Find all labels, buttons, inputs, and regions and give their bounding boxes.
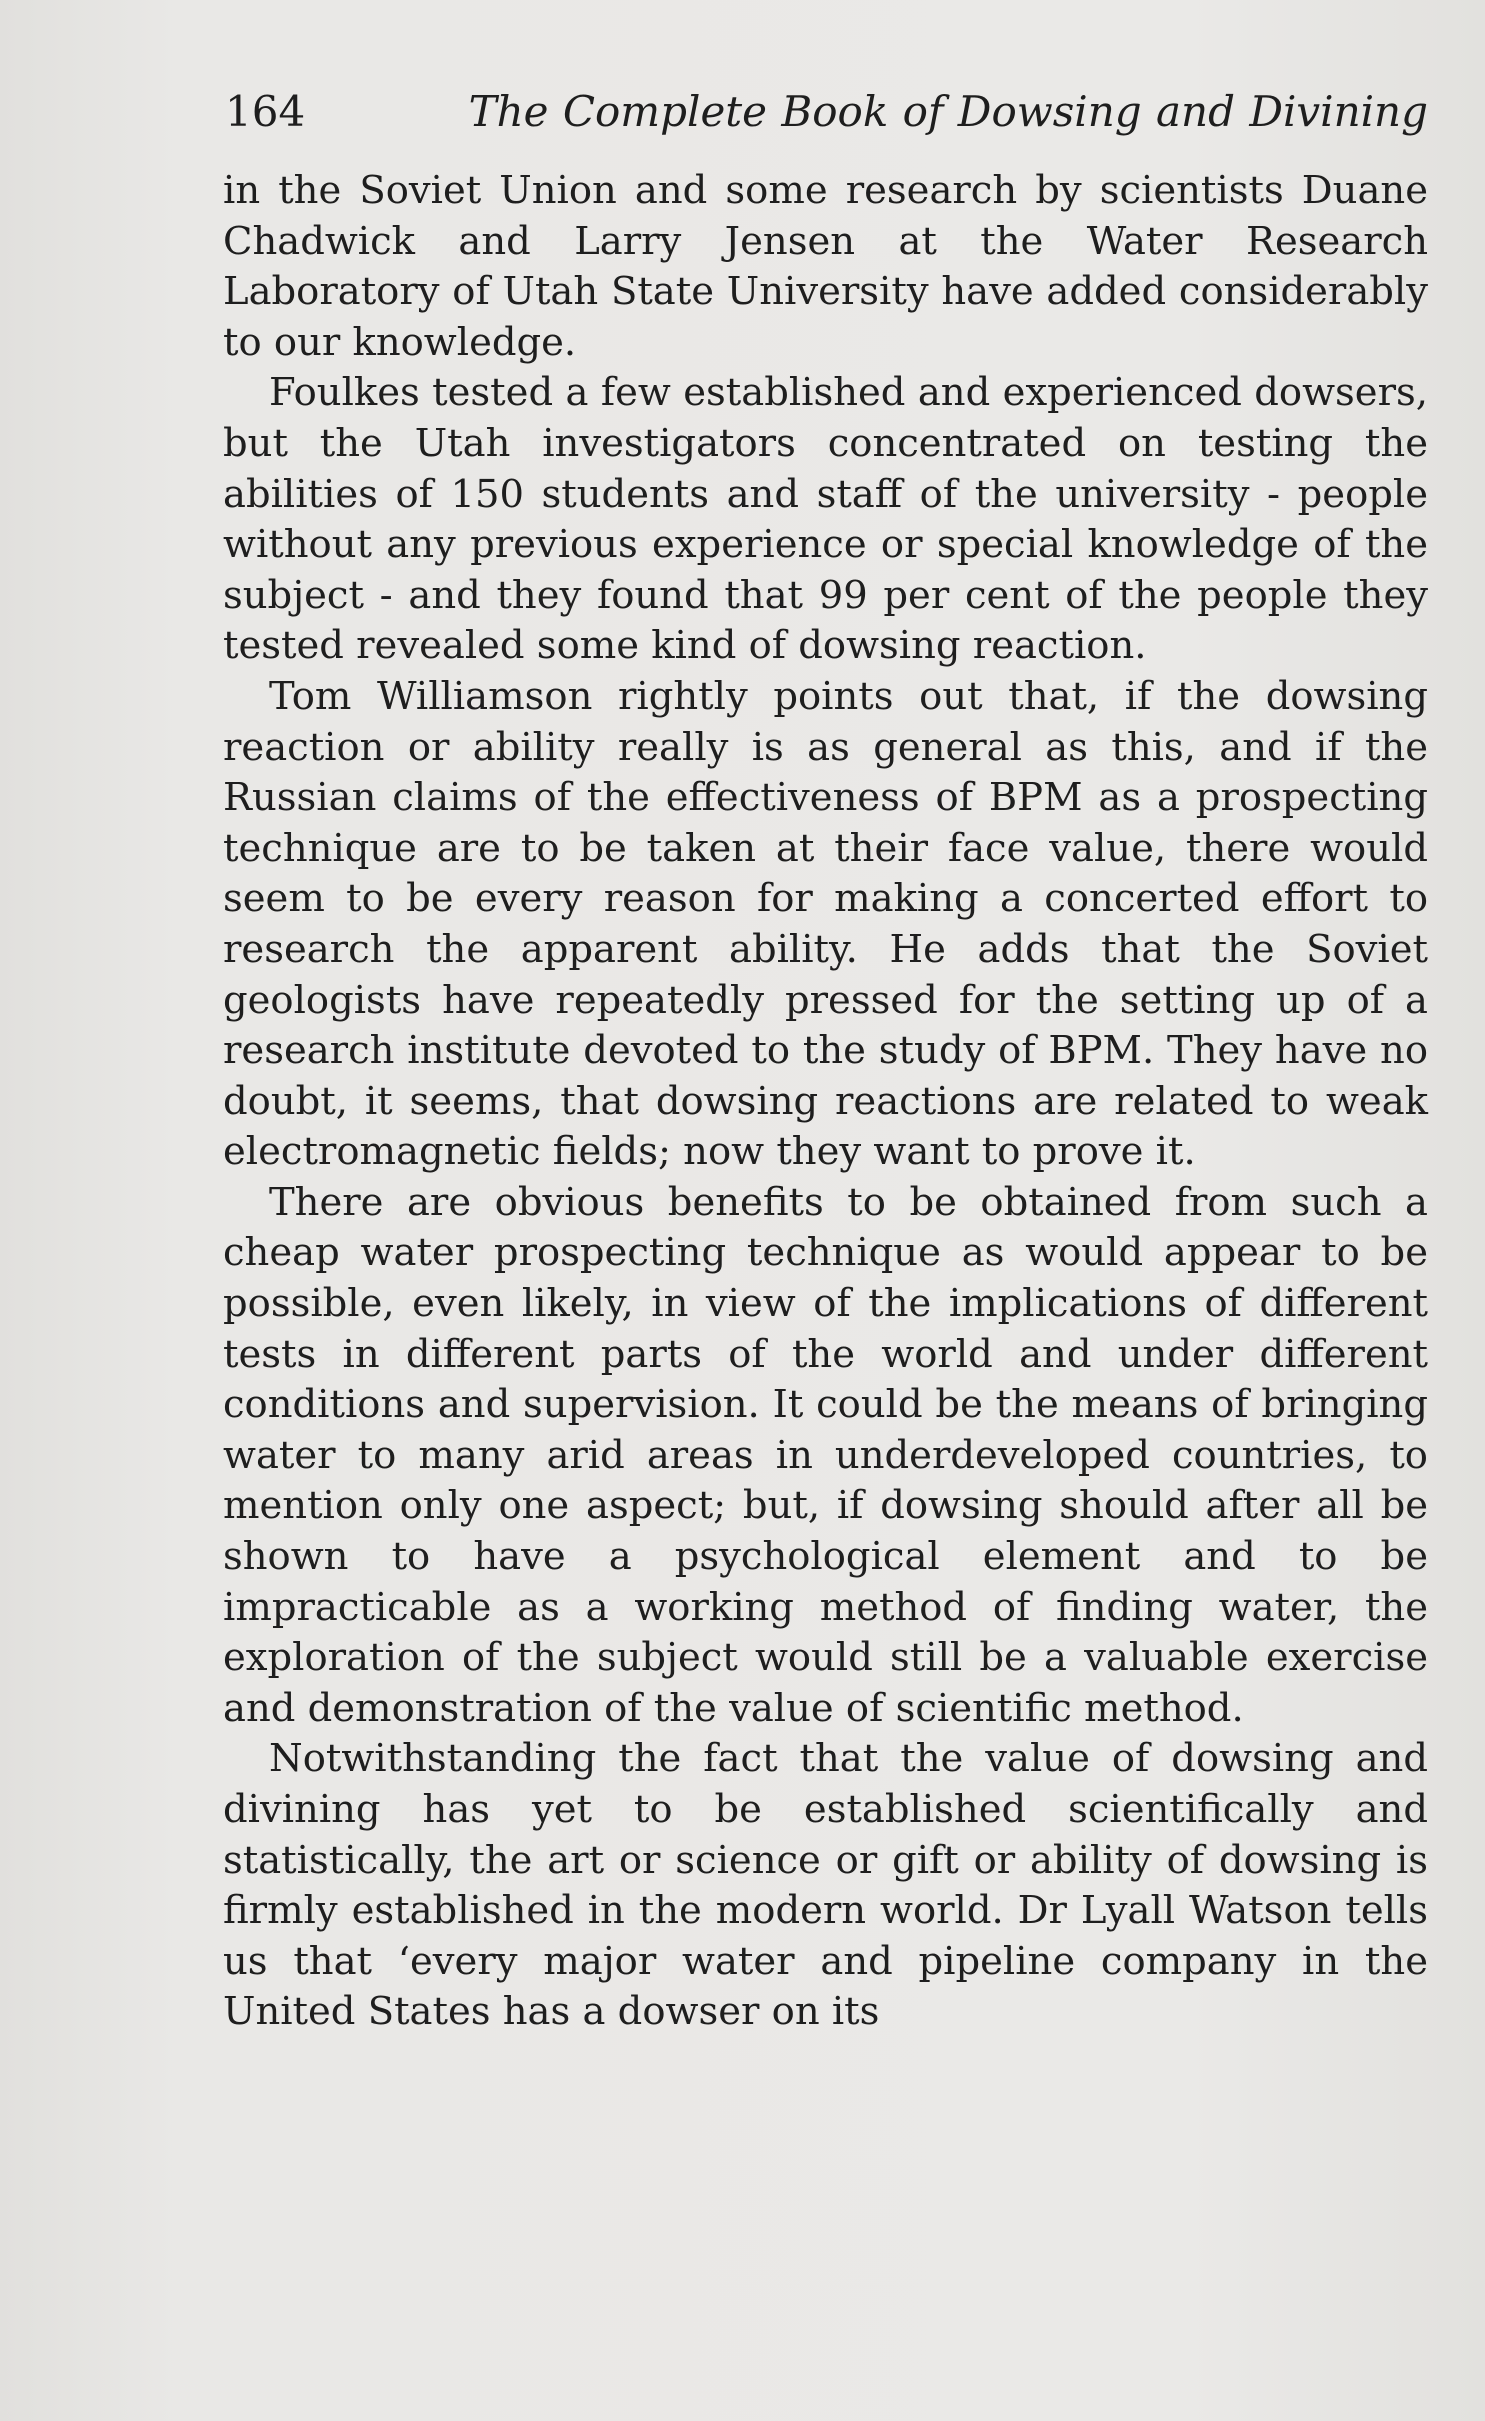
page-number: 164: [225, 87, 306, 136]
paragraph-5: Notwithstanding the fact that the value of dowsing and divining has yet to be established scientifically and statistically, the art or science or gift or ability of dowsing is firmly established in the modern world. Dr Lyall Watson tells us that ‘every major water and pipeline company in the United States has a dowser on its: [223, 1736, 1428, 2035]
paragraph-2: Foulkes tested a few established and experienced dowsers, but the Utah investigators concentrated on testing the abilities of 150 students and staff of the university - people without any previous experience or special knowledge of the subject - and they found that 99 per cent of the people they tested revealed some kind of dowsing reaction.: [223, 370, 1428, 669]
running-head: [225, 82, 1428, 142]
paragraph-1: in the Soviet Union and some research by scientists Duane Chadwick and Larry Jensen at the Water Research Laboratory of Utah State University have added considerably to our knowledge.: [223, 168, 1428, 365]
body-text: [223, 166, 1428, 2038]
paragraph-3: Tom Williamson rightly points out that, if the dowsing reaction or ability really is as general as this, and if the Russian claims of the effectiveness of BPM as a prospecting technique are to be taken at their face value, there would seem to be every reason for making a concerted effort to research the apparent ability. He adds that the Soviet geologists have repeatedly pressed for the setting up of a research institute devoted to the study of BPM. They have no doubt, it seems, that dowsing reactions are related to weak electromagnetic fields; now they want to prove it.: [223, 673, 1428, 1175]
paragraph-4: There are obvious benefits to be obtained from such a cheap water prospecting technique as would appear to be possible, even likely, in view of the implications of different tests in different parts of the world and under different conditions and supervision. It could be the means of bringing water to many arid areas in underdeveloped countries, to mention only one aspect; but, if dowsing should after all be shown to have a psychological element and to be impracticable as a working method of finding water, the exploration of the subject would still be a valuable exercise and demonstration of the value of scientific method.: [223, 1179, 1428, 1731]
book-title: The Complete Book of Dowsing and Divining: [468, 87, 1428, 136]
